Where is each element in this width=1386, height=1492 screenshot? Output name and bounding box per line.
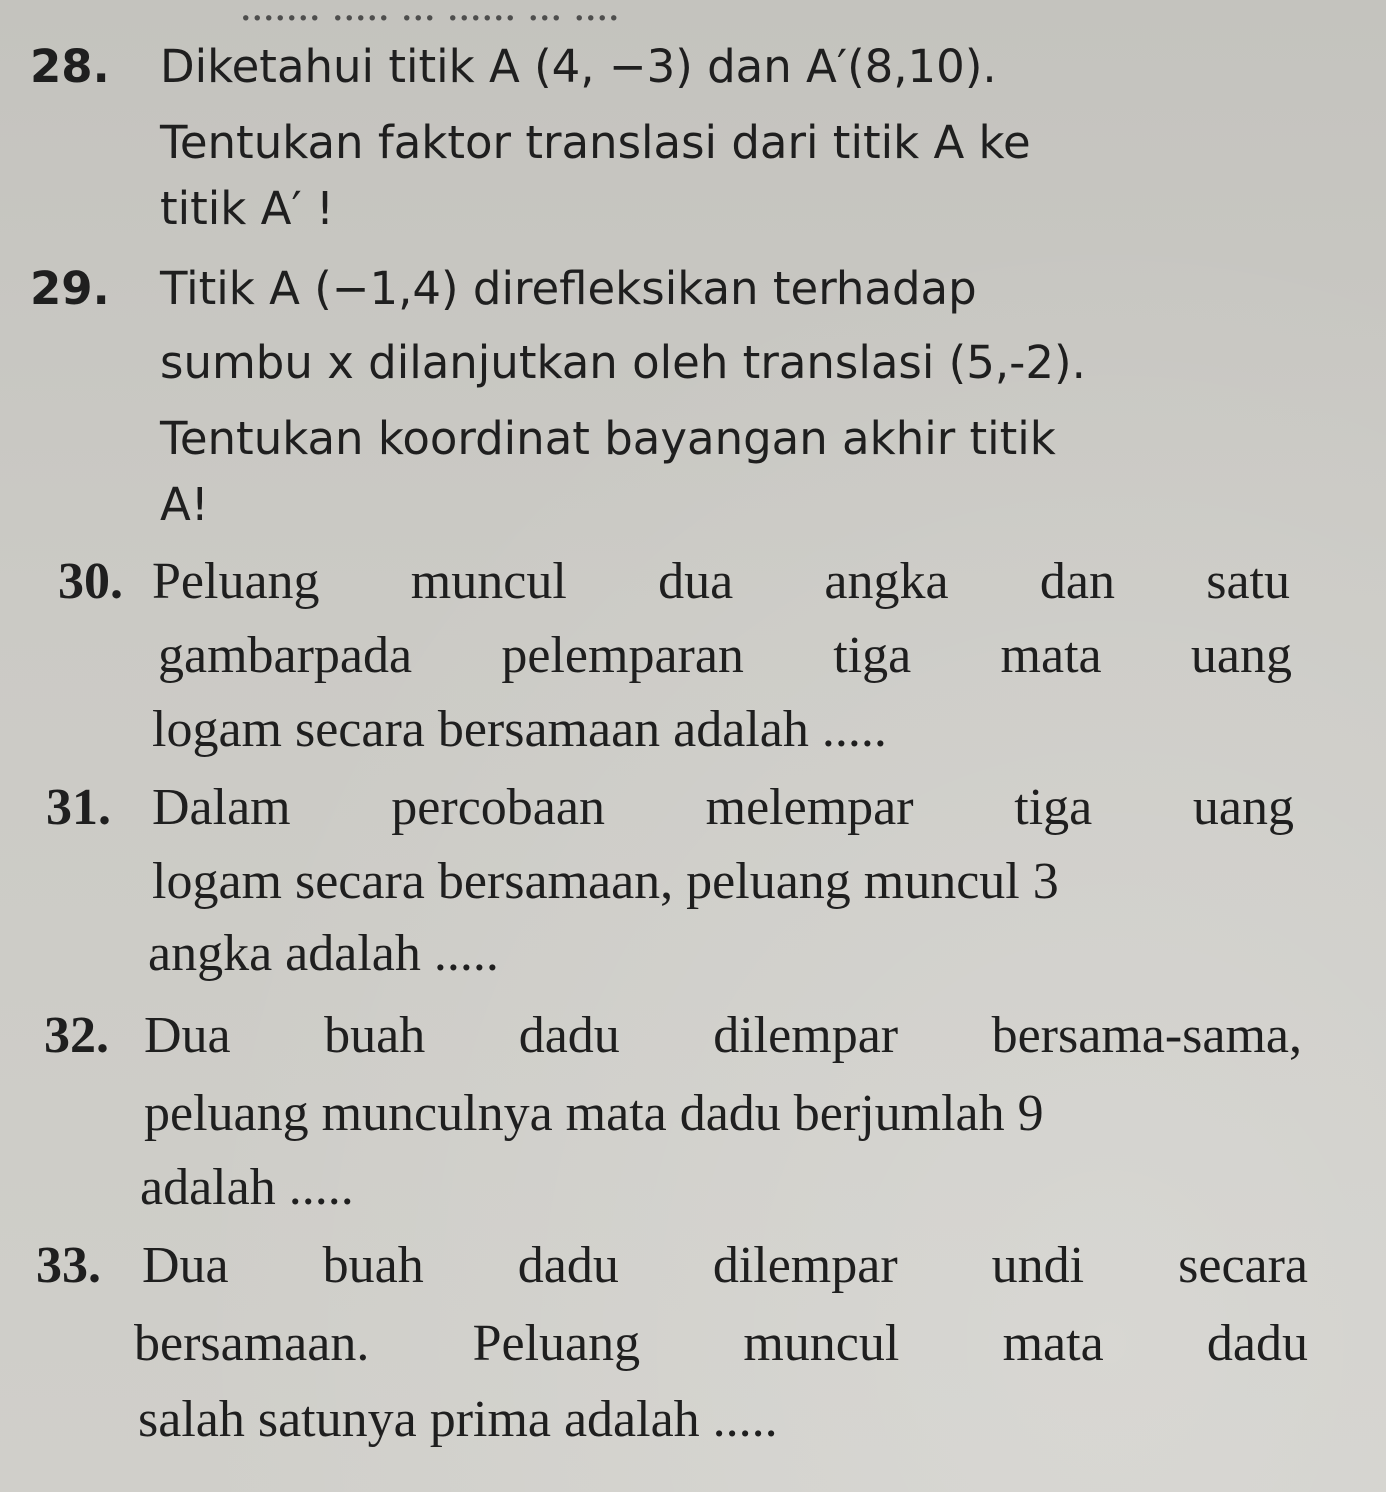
question-text-line: Dalam percobaan melempar tiga uang [152, 779, 1294, 836]
question-text-line: Peluang muncul dua angka dan satu [152, 553, 1290, 610]
question-number: 33. [36, 1237, 101, 1294]
question-text-line: Tentukan koordinat bayangan akhir titik [160, 412, 1056, 465]
question-text-line: logam secara bersamaan adalah ..... [152, 701, 887, 758]
question-text-line: titik A′ ! [160, 182, 335, 235]
cut-off-top-line: ....... ..... ... ...... ... .... [240, 0, 620, 30]
question-text-line: bersamaan. Peluang muncul mata dadu [134, 1315, 1308, 1372]
question-text-line: peluang munculnya mata dadu berjumlah 9 [144, 1085, 1044, 1142]
question-text-line: Titik A (−1,4) direfleksikan terhadap [160, 262, 977, 315]
question-text-line: Diketahui titik A (4, −3) dan A′(8,10). [160, 40, 997, 93]
question-text-line: adalah ..... [140, 1159, 354, 1216]
question-text-line: Dua buah dadu dilempar undi secara [142, 1237, 1308, 1294]
question-number: 28. [30, 40, 110, 93]
question-text-line: Dua buah dadu dilempar bersama-sama, [144, 1007, 1302, 1064]
question-text-line: A! [160, 478, 209, 531]
question-number: 30. [58, 553, 123, 610]
question-text-line: logam secara bersamaan, peluang muncul 3 [152, 853, 1059, 910]
question-text-line: gambarpada pelemparan tiga mata uang [158, 627, 1292, 684]
question-number: 31. [46, 779, 111, 836]
question-text-line: salah satunya prima adalah ..... [138, 1391, 778, 1448]
question-number: 32. [44, 1007, 109, 1064]
question-text-line: angka adalah ..... [148, 925, 499, 982]
question-text-line: sumbu x dilanjutkan oleh translasi (5,-2). [160, 336, 1086, 389]
question-text-line: Tentukan faktor translasi dari titik A ke [160, 116, 1031, 169]
question-number: 29. [30, 262, 110, 315]
